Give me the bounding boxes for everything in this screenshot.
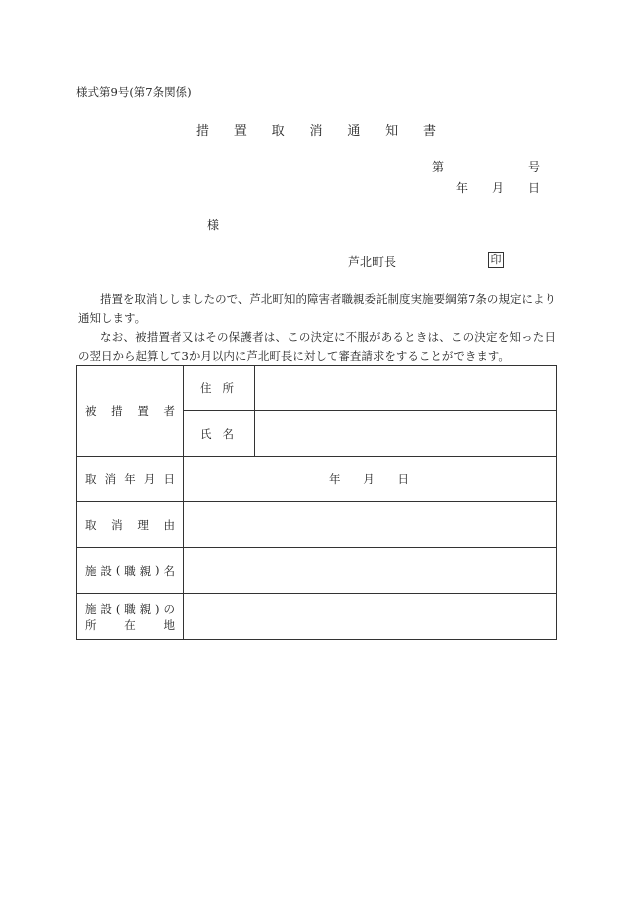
document-title xyxy=(196,120,436,139)
title-char: 取 xyxy=(271,124,285,139)
label-char: 親 xyxy=(139,563,152,578)
title-char: 知 xyxy=(385,124,399,139)
label-char: 在 xyxy=(124,617,136,632)
issue-date-month: 月 xyxy=(491,181,504,195)
sender-name: 芦北町長 xyxy=(348,255,397,269)
address-label-cell xyxy=(184,366,255,411)
cancel-date-month: 月 xyxy=(363,472,375,486)
name-label-cell xyxy=(184,411,255,457)
address-field[interactable] xyxy=(255,366,557,411)
name-field[interactable] xyxy=(255,411,557,457)
reason-field[interactable] xyxy=(184,502,557,548)
body-paragraph-1: 措置を取消ししましたので、芦北町知的障害者職親委託制度実施要綱第7条の規定により通知します。 xyxy=(78,292,556,325)
label-char: 氏 xyxy=(200,426,212,441)
title-char: 消 xyxy=(309,124,323,139)
label-char: 取 xyxy=(85,517,97,532)
title-char: 通 xyxy=(347,124,361,139)
label-char: 消 xyxy=(111,517,123,532)
label-char: 所 xyxy=(222,381,234,395)
label-char: 理 xyxy=(137,517,149,532)
document-number-prefix: 第 xyxy=(432,160,445,174)
label-char: の xyxy=(163,601,175,616)
label-char: 施 xyxy=(85,563,97,578)
issue-date xyxy=(456,179,540,196)
seal-mark: 印 xyxy=(488,252,504,268)
label-char: 取 xyxy=(85,472,97,486)
label-char: ( xyxy=(115,562,121,577)
label-char: ) xyxy=(155,601,160,616)
issue-date-year: 年 xyxy=(456,181,469,195)
label-char: 職 xyxy=(124,601,136,616)
facility-name-field[interactable] xyxy=(184,548,557,594)
label-char: 由 xyxy=(163,517,175,532)
label-char: 地 xyxy=(163,617,175,632)
label-char: 被 xyxy=(85,404,97,418)
title-char: 措 xyxy=(196,124,210,139)
label-char: 消 xyxy=(104,472,117,486)
person-label-cell xyxy=(77,366,184,457)
label-char: 設 xyxy=(100,601,112,616)
notice-table xyxy=(76,365,557,640)
title-char: 置 xyxy=(233,124,247,139)
label-char: 措 xyxy=(111,404,123,418)
title-char: 書 xyxy=(422,124,436,139)
form-number-label: 様式第9号(第7条関係) xyxy=(76,85,192,99)
label-char: 年 xyxy=(124,472,136,486)
cancel-date-year: 年 xyxy=(329,472,341,486)
facility-name-label-cell xyxy=(77,548,184,594)
body-paragraph-2: なお、被措置者又はその保護者は、この決定に不服があるときは、この決定を知った日の翌日から起算して3か月以内に芦北町長に対して審査請求をすることができます。 xyxy=(78,330,556,363)
addressee-suffix: 様 xyxy=(207,218,220,232)
label-char: 置 xyxy=(137,404,149,418)
label-char: 月 xyxy=(143,472,156,486)
label-char: 設 xyxy=(100,563,112,578)
reason-label-cell xyxy=(77,502,184,548)
facility-address-label-cell xyxy=(77,594,184,640)
label-char: 者 xyxy=(163,404,175,418)
label-char: 名 xyxy=(163,563,175,578)
label-char: 所 xyxy=(85,617,97,632)
cancel-date-field[interactable] xyxy=(184,457,557,502)
label-char: 名 xyxy=(222,426,234,441)
cancel-date-label-cell xyxy=(77,457,184,502)
facility-address-field[interactable] xyxy=(184,594,557,640)
issue-date-day: 日 xyxy=(527,181,540,195)
label-char: 住 xyxy=(200,381,212,395)
label-char: 日 xyxy=(163,472,175,486)
label-char: 親 xyxy=(139,601,152,616)
label-char: ) xyxy=(155,562,160,577)
label-char: 職 xyxy=(124,563,136,578)
label-char: ( xyxy=(115,601,121,616)
document-number-suffix: 号 xyxy=(528,160,541,174)
label-char: 施 xyxy=(85,601,97,616)
cancel-date-day: 日 xyxy=(397,472,409,486)
